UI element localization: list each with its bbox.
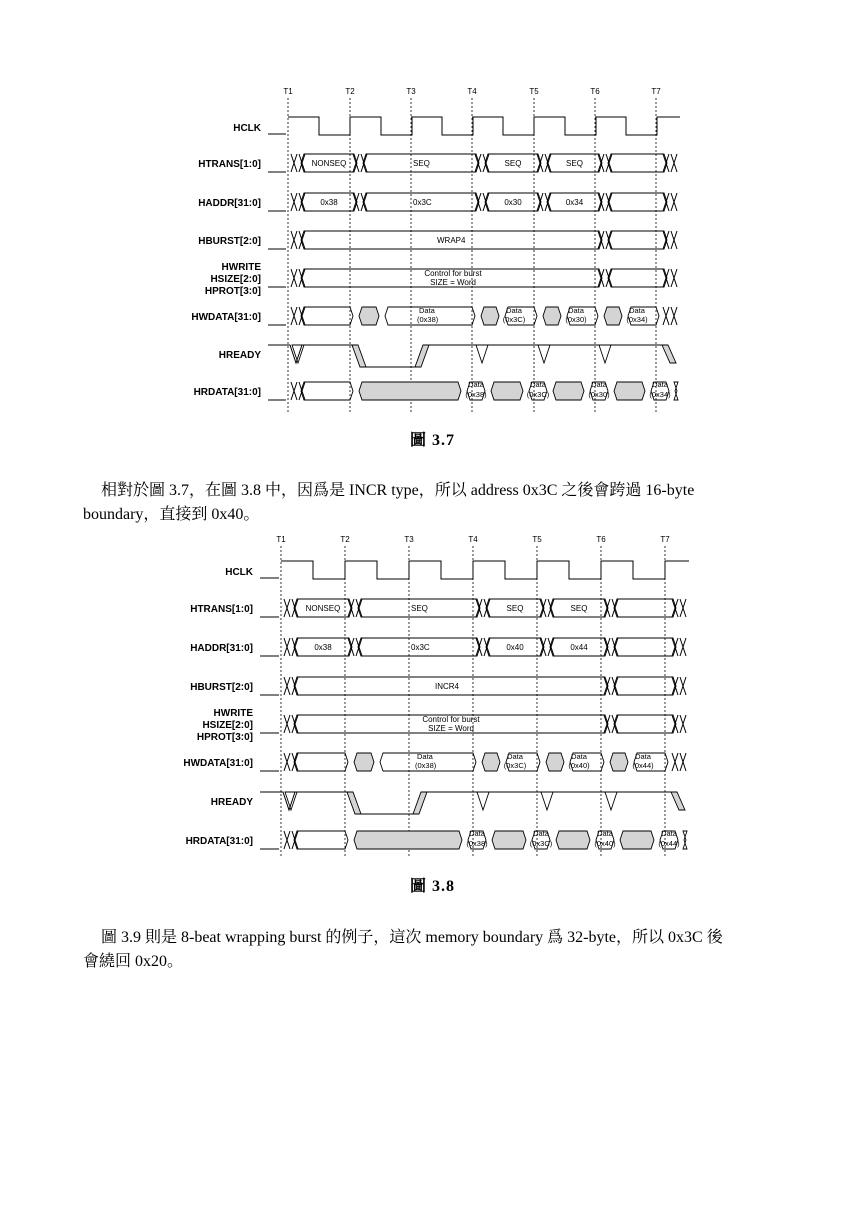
paragraph-line: 相對於圖 3.7，在圖 3.8 中，因爲是 INCR type，所以 address 0x3C 之後會跨過 16-byte <box>101 482 695 499</box>
timing-diagram-fig-3-7 <box>0 80 868 420</box>
signal-label-hready: HREADY <box>210 797 253 808</box>
htrans-value: SEQ <box>506 604 524 613</box>
paragraph-wrap8-explanation <box>83 926 723 974</box>
signal-label-hburst: HBURST[2:0] <box>190 682 253 693</box>
hrdata-invalid <box>620 831 654 849</box>
hrdata-invalid <box>354 831 462 849</box>
hwdata-invalid <box>604 307 622 325</box>
hrdata-value: (0x3C) <box>526 390 550 399</box>
figure-caption-3-7: 圖 3.7 <box>410 432 456 449</box>
hrdata-segment <box>294 831 348 849</box>
clock-waveform <box>288 117 680 135</box>
clock-label: T7 <box>651 87 661 96</box>
hrdata-invalid <box>553 382 584 400</box>
clock-label: T5 <box>532 535 542 544</box>
hwdata-value: (0x3C) <box>503 761 527 770</box>
hready-pulse <box>352 345 366 367</box>
hburst-value: INCR4 <box>435 682 460 691</box>
signal-label-hclk: HCLK <box>225 567 253 578</box>
clock-waveform <box>281 561 689 579</box>
hwdata-value: (0x38) <box>417 315 439 324</box>
hready-pulse <box>662 345 676 363</box>
hrdata-value: Data <box>469 829 485 838</box>
hrdata-value: (0x38) <box>465 390 487 399</box>
signal-label-hburst: HBURST[2:0] <box>198 236 261 247</box>
hrdata-value: Data <box>661 829 677 838</box>
hwdata-value: (0x44) <box>632 761 654 770</box>
hwdata-value: Data <box>571 752 587 761</box>
control-segment <box>608 269 667 287</box>
hready-pulse <box>477 792 489 810</box>
signal-label-htrans: HTRANS[1:0] <box>198 159 261 170</box>
hwdata-value: (0x3C) <box>502 315 526 324</box>
control-segment <box>614 715 676 733</box>
haddr-value: 0x38 <box>314 643 332 652</box>
paragraph-line: 圖 3.9 則是 8-beat wrapping burst 的例子，這次 memory boundary 爲 32-byte，所以 0x3C 後 <box>101 929 723 946</box>
hburst-value: WRAP4 <box>437 236 466 245</box>
hready-pulse <box>415 345 429 367</box>
hrdata-segment <box>683 831 687 849</box>
hwdata-invalid <box>354 753 374 771</box>
hrdata-value: (0x30) <box>588 390 610 399</box>
htrans-value: SEQ <box>504 159 522 168</box>
hready-pulse <box>599 345 611 363</box>
hready-pulse <box>413 792 427 814</box>
hwdata-invalid <box>543 307 561 325</box>
hrdata-value: Data <box>597 829 613 838</box>
clock-label: T6 <box>590 87 600 96</box>
clock-label: T3 <box>406 87 416 96</box>
hrdata-value: (0x40) <box>594 839 616 848</box>
clock-label: T7 <box>660 535 670 544</box>
hwdata-invalid <box>610 753 628 771</box>
signal-label-htrans: HTRANS[1:0] <box>190 604 253 615</box>
hrdata-value: (0x34) <box>649 390 671 399</box>
hrdata-invalid <box>491 382 523 400</box>
control-text: Control for burst <box>422 715 480 724</box>
hrdata-segment <box>301 382 353 400</box>
haddr-segment <box>614 638 676 656</box>
htrans-value: SEQ <box>566 159 583 168</box>
hready-pulse <box>538 345 550 363</box>
hready-waveform <box>281 792 475 814</box>
signal-label-control: HPROT[3:0] <box>196 732 253 743</box>
hwdata-value: (0x34) <box>626 315 648 324</box>
signal-label-haddr: HADDR[31:0] <box>190 643 253 654</box>
htrans-value: SEQ <box>413 159 430 168</box>
hwdata-value: Data <box>629 306 645 315</box>
haddr-value: 0x38 <box>320 198 338 207</box>
hrdata-value: (0x44) <box>658 839 680 848</box>
hready-pulse <box>476 345 488 363</box>
signal-label-hclk: HCLK <box>233 123 261 134</box>
control-text: Control for burst <box>424 269 482 278</box>
clock-label: T1 <box>276 535 286 544</box>
clock-label: T5 <box>529 87 539 96</box>
haddr-value: 0x3C <box>411 643 430 652</box>
signal-label-hready: HREADY <box>218 350 261 361</box>
hready-pulse <box>605 792 617 810</box>
clock-label: T2 <box>345 87 355 96</box>
hwdata-segment <box>294 753 348 771</box>
hrdata-invalid <box>614 382 645 400</box>
hready-pulse <box>671 792 685 810</box>
signal-label-control: HWRITE <box>221 262 261 273</box>
hready-pulse <box>285 792 297 810</box>
paragraph-incr-explanation <box>83 479 694 527</box>
haddr-value: 0x34 <box>565 198 584 207</box>
hrdata-value: Data <box>652 380 668 389</box>
hready-waveform <box>288 345 474 367</box>
hwdata-value: (0x40) <box>568 761 590 770</box>
haddr-value: 0x3C <box>413 198 432 207</box>
hrdata-value: Data <box>468 380 484 389</box>
signal-label-hwdata: HWDATA[31:0] <box>183 758 253 769</box>
htrans-segment <box>614 599 676 617</box>
signal-label-hrdata: HRDATA[31:0] <box>185 836 253 847</box>
htrans-value: SEQ <box>570 604 588 613</box>
hwdata-value: Data <box>568 306 584 315</box>
clock-label: T6 <box>596 535 606 544</box>
hwdata-value: (0x38) <box>415 761 437 770</box>
hwdata-value: Data <box>507 752 523 761</box>
htrans-segment <box>608 154 667 172</box>
hrdata-invalid <box>556 831 590 849</box>
clock-label: T4 <box>467 87 477 96</box>
hwdata-invalid <box>359 307 379 325</box>
hrdata-value: (0x38) <box>466 839 488 848</box>
signal-label-hwdata: HWDATA[31:0] <box>191 312 261 323</box>
hwdata-value: (0x30) <box>565 315 587 324</box>
hwdata-value: Data <box>506 306 522 315</box>
hburst-segment <box>614 677 676 695</box>
hrdata-value: Data <box>533 829 549 838</box>
haddr-value: 0x44 <box>570 643 588 652</box>
hwdata-value: Data <box>635 752 651 761</box>
signal-label-haddr: HADDR[31:0] <box>198 198 261 209</box>
clock-label: T1 <box>283 87 293 96</box>
hwdata-invalid <box>481 307 499 325</box>
signal-label-control: HSIZE[2:0] <box>210 274 261 285</box>
signal-label-control: HWRITE <box>213 708 253 719</box>
htrans-value: NONSEQ <box>311 159 347 168</box>
paragraph-line: 會繞回 0x20。 <box>83 953 184 970</box>
signal-label-control: HSIZE[2:0] <box>202 720 253 731</box>
hready-pulse <box>541 792 553 810</box>
clock-label: T4 <box>468 535 478 544</box>
hwdata-value: Data <box>419 306 435 315</box>
signal-label-control: HPROT[3:0] <box>204 286 261 297</box>
clock-label: T3 <box>404 535 414 544</box>
timing-diagram-fig-3-8 <box>0 528 868 868</box>
hwdata-invalid <box>482 753 500 771</box>
hburst-segment <box>608 231 667 249</box>
control-text: SIZE = Word <box>430 278 476 287</box>
hrdata-invalid <box>492 831 526 849</box>
clock-label: T2 <box>340 535 350 544</box>
paragraph-line: boundary，直接到 0x40。 <box>83 506 260 523</box>
haddr-value: 0x40 <box>506 643 524 652</box>
hrdata-value: Data <box>530 380 546 389</box>
hready-pulse <box>347 792 361 814</box>
signal-label-hrdata: HRDATA[31:0] <box>193 387 261 398</box>
hready-pulse <box>292 345 304 363</box>
haddr-segment <box>608 193 667 211</box>
htrans-value: NONSEQ <box>305 604 341 613</box>
hrdata-invalid <box>359 382 461 400</box>
hwdata-value: Data <box>417 752 433 761</box>
hrdata-value: Data <box>591 380 607 389</box>
hwdata-segment <box>301 307 353 325</box>
hrdata-segment <box>674 382 678 400</box>
hrdata-value: (0x3C) <box>529 839 553 848</box>
hwdata-invalid <box>546 753 564 771</box>
control-text: SIZE = Word <box>428 724 474 733</box>
figure-caption-3-8: 圖 3.8 <box>410 878 456 895</box>
haddr-value: 0x30 <box>504 198 522 207</box>
htrans-value: SEQ <box>411 604 428 613</box>
